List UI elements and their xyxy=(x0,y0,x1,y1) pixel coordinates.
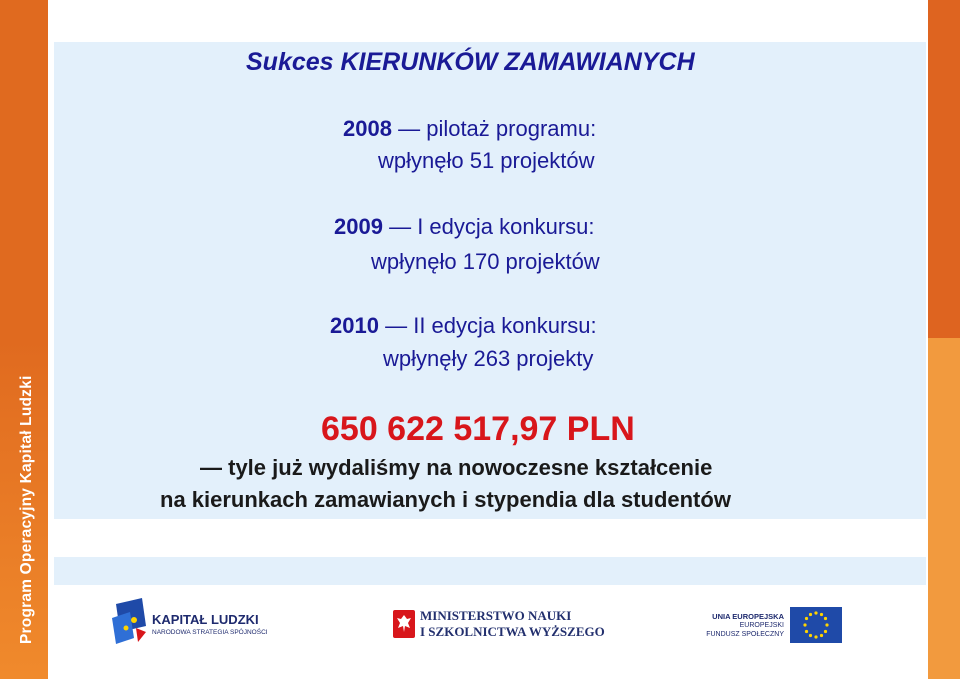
description-line-2: na kierunkach zamawianych i stypendia dla studentów xyxy=(160,487,731,512)
side-banner xyxy=(0,0,48,679)
entry-year: 2009 xyxy=(334,214,383,239)
entry-event: pilotaż programu: xyxy=(426,116,597,141)
polish-eagle-icon xyxy=(393,610,415,638)
entry-event: I edycja konkursu: xyxy=(417,214,595,239)
eu-flag-logo xyxy=(790,607,842,643)
eu-line-3: FUNDUSZ SPOŁECZNY xyxy=(706,631,784,638)
description-line-1 xyxy=(200,455,712,481)
entry-2010-line xyxy=(330,313,597,339)
entry-year: 2010 xyxy=(330,313,379,338)
entry-2009-line xyxy=(334,214,595,240)
bottom-strip xyxy=(54,557,926,585)
ministry-logo xyxy=(393,610,415,638)
slide-title: Sukces KIERUNKÓW ZAMAWIANYCH xyxy=(246,48,695,76)
eu-flag-icon xyxy=(790,607,842,643)
entry-event: II edycja konkursu: xyxy=(413,313,597,338)
kapital-ludzki-name: KAPITAŁ LUDZKI xyxy=(152,612,259,627)
entry-2010-submissions: wpłynęły 263 projekty xyxy=(383,346,594,371)
description-text-1: tyle już wydaliśmy na nowoczesne kształcenie xyxy=(228,455,713,480)
kapital-ludzki-tagline: NARODOWA STRATEGIA SPÓJNOŚCI xyxy=(152,629,268,636)
entry-2009-submissions: wpłynęło 170 projektów xyxy=(371,249,600,274)
kapital-ludzki-logo xyxy=(112,598,150,646)
right-band-bottom xyxy=(928,338,960,679)
entry-dash: — xyxy=(385,313,408,338)
ministry-line-2: I SZKOLNICTWA WYŻSZEGO xyxy=(420,624,605,639)
entry-year: 2008 xyxy=(343,116,392,141)
entry-dash: — xyxy=(398,116,421,141)
eu-line-1: UNIA EUROPEJSKA xyxy=(712,612,784,621)
ministry-line-1: MINISTERSTWO NAUKI xyxy=(420,608,572,623)
entry-2008-line xyxy=(343,116,596,142)
side-banner-text: Program Operacyjny Kapitał Ludzki xyxy=(18,375,35,644)
entry-2008-submissions: wpłynęło 51 projektów xyxy=(378,148,595,173)
entry-dash: — xyxy=(389,214,412,239)
description-dash: — xyxy=(200,455,222,480)
right-band-top xyxy=(928,0,960,338)
kapital-ludzki-emblem-icon xyxy=(112,598,150,646)
total-amount: 650 622 517,97 PLN xyxy=(321,410,635,448)
eu-line-2: EUROPEJSKI xyxy=(739,622,784,629)
